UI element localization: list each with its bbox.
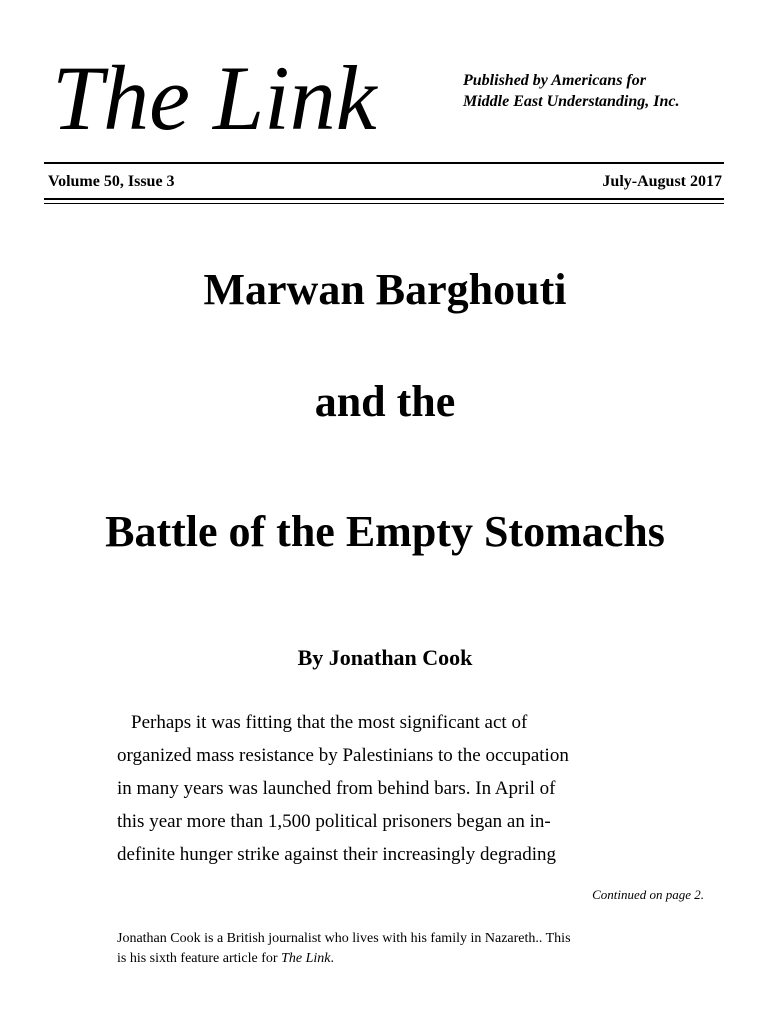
- headline-line-3: Battle of the Empty Stomachs: [105, 507, 665, 556]
- top-divider: [44, 162, 724, 164]
- continued-note: Continued on page 2.: [592, 887, 704, 902]
- headline-line-2: and the: [314, 377, 456, 426]
- author-bio-end: .: [330, 951, 334, 966]
- body-line: definite hunger strike against their increasingly degrading: [117, 844, 556, 865]
- body-line: Perhaps it was fitting that the most significant act of: [131, 712, 528, 733]
- body-line: in many years was launched from behind bars. In April of: [117, 778, 556, 799]
- issue-date: July-August 2017: [602, 173, 722, 190]
- volume-issue: Volume 50, Issue 3: [48, 173, 175, 190]
- publisher-line-2: Middle East Understanding, Inc.: [463, 93, 680, 110]
- author-bio-line-1: Jonathan Cook is a British journalist who lives with his family in Nazareth.. This: [117, 931, 571, 946]
- body-line: organized mass resistance by Palestinians to the occupation: [117, 745, 569, 766]
- author-bio-line-2: [117, 949, 717, 969]
- masthead-title: The Link: [52, 47, 377, 149]
- byline: By Jonathan Cook: [297, 645, 473, 670]
- body-line: this year more than 1,500 political prisoners began an in-: [117, 811, 551, 832]
- author-bio: [117, 929, 717, 969]
- issue-info-bar: [48, 173, 724, 195]
- article-body: [117, 706, 677, 871]
- headline-line-1: Marwan Barghouti: [203, 265, 567, 314]
- publisher-line-1: Published by Americans for: [463, 72, 646, 89]
- publisher-credit: [463, 70, 679, 112]
- bottom-divider-thick: [44, 198, 724, 200]
- author-bio-text: is his sixth feature article for: [117, 951, 282, 966]
- publication-title: The Link: [281, 951, 331, 966]
- bottom-divider-thin: [44, 203, 724, 204]
